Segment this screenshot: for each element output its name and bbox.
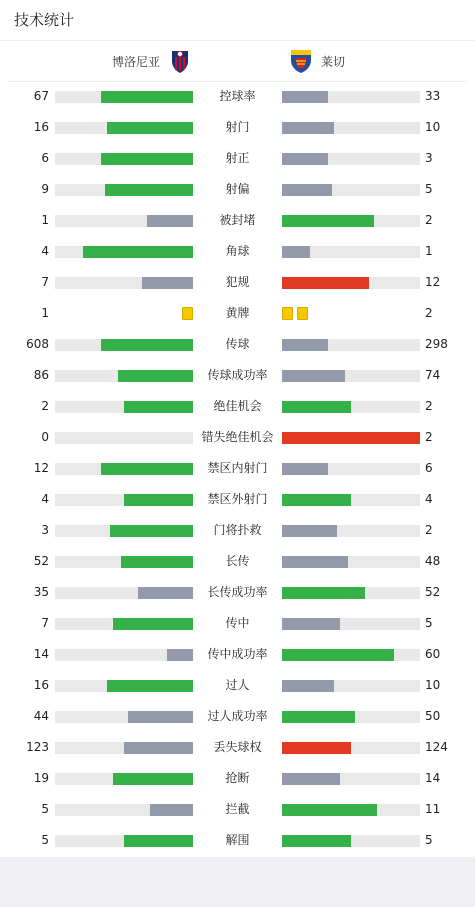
away-stat-bar-track <box>282 246 420 258</box>
away-stat-bar-track <box>282 153 420 165</box>
stat-label: 被封堵 <box>219 213 256 227</box>
away-stat-bar-fill <box>282 184 332 196</box>
yellow-card-icon <box>297 307 308 320</box>
stat-label: 角球 <box>225 244 250 258</box>
home-stat-bar-track <box>55 618 193 630</box>
home-stat-value: 52 <box>33 554 49 568</box>
stat-row <box>0 329 475 360</box>
away-stat-value: 124 <box>425 740 448 754</box>
home-stat-value: 9 <box>41 182 49 196</box>
away-stat-bar-fill <box>282 91 328 103</box>
away-stat-bar-fill <box>282 370 345 382</box>
stat-row <box>0 763 475 794</box>
away-stat-bar-track <box>282 401 420 413</box>
away-stat-bar-track <box>282 277 420 289</box>
home-stat-bar-fill <box>118 370 193 382</box>
bologna-crest-icon <box>168 48 192 74</box>
away-stat-value: 6 <box>425 461 433 475</box>
home-stat-value: 7 <box>41 616 49 630</box>
home-stat-bar-track <box>55 649 193 661</box>
away-stat-bar-fill <box>282 122 334 134</box>
stat-row <box>0 484 475 515</box>
away-stat-bar-fill <box>282 556 348 568</box>
home-stat-bar-track <box>55 556 193 568</box>
stat-row <box>0 577 475 608</box>
home-stat-bar-fill <box>124 835 193 847</box>
home-stat-bar-fill <box>101 463 193 475</box>
stat-row <box>0 422 475 453</box>
away-stat-bar-track <box>282 339 420 351</box>
away-stat-value: 50 <box>425 709 441 723</box>
away-stat-bar-track <box>282 215 420 227</box>
home-stat-bar-fill <box>101 153 193 165</box>
home-stat-bar-track <box>55 153 193 165</box>
away-stat-bar-fill <box>282 804 377 816</box>
away-stat-bar-fill <box>282 649 394 661</box>
stat-row <box>0 205 475 236</box>
home-stat-bar-fill <box>128 711 193 723</box>
away-stat-bar-fill <box>282 618 340 630</box>
stat-label: 传中成功率 <box>207 647 268 661</box>
away-team-name: 莱切 <box>321 54 346 69</box>
away-stat-bar-track <box>282 370 420 382</box>
away-stat-bar-track <box>282 91 420 103</box>
away-stat-bar-track <box>282 804 420 816</box>
away-stat-bar-fill <box>282 835 351 847</box>
away-stat-value: 12 <box>425 275 441 289</box>
away-stat-value: 33 <box>425 89 441 103</box>
away-stat-bar-fill <box>282 742 351 754</box>
home-stat-value: 1 <box>41 306 49 320</box>
stat-label: 拦截 <box>225 802 250 816</box>
away-stat-bar-fill <box>282 153 328 165</box>
away-stat-value: 1 <box>425 244 433 258</box>
yellow-card-icon <box>182 307 193 320</box>
away-stat-value: 2 <box>425 399 433 413</box>
stat-label: 过人成功率 <box>207 709 268 723</box>
stat-label: 禁区外射门 <box>207 492 268 506</box>
away-stat-bar-track <box>282 432 420 444</box>
home-stat-bar-track <box>55 587 193 599</box>
stat-label: 绝佳机会 <box>213 399 262 413</box>
home-stat-value: 608 <box>26 337 49 351</box>
stat-label: 门将扑救 <box>213 523 262 537</box>
home-stat-bar-track <box>55 494 193 506</box>
home-yellow-cards <box>182 307 193 320</box>
home-stat-bar-fill <box>105 184 193 196</box>
away-stat-value: 48 <box>425 554 441 568</box>
home-stat-value: 44 <box>33 709 49 723</box>
away-stat-bar-fill <box>282 587 365 599</box>
home-stat-bar-fill <box>138 587 193 599</box>
home-stat-bar-fill <box>121 556 193 568</box>
away-stat-value: 5 <box>425 616 433 630</box>
home-stat-bar-fill <box>142 277 193 289</box>
home-stat-value: 2 <box>41 399 49 413</box>
home-stat-value: 14 <box>33 647 49 661</box>
stat-label: 射正 <box>225 151 250 165</box>
away-stat-bar-track <box>282 680 420 692</box>
away-stat-bar-fill <box>282 525 337 537</box>
stat-label: 禁区内射门 <box>207 461 268 475</box>
away-stat-value: 52 <box>425 585 441 599</box>
away-stat-bar-track <box>282 649 420 661</box>
stat-row <box>0 701 475 732</box>
home-stat-bar-track <box>55 122 193 134</box>
stat-row <box>0 732 475 763</box>
away-stat-bar-track <box>282 494 420 506</box>
stat-row <box>0 608 475 639</box>
home-stat-value: 4 <box>41 244 49 258</box>
home-stat-bar-track <box>55 742 193 754</box>
home-stat-value: 16 <box>33 120 49 134</box>
away-stat-bar-track <box>282 742 420 754</box>
home-stat-value: 6 <box>41 151 49 165</box>
away-stat-value: 2 <box>425 430 433 444</box>
stat-label: 控球率 <box>219 89 256 103</box>
away-stat-bar-track <box>282 556 420 568</box>
away-stat-bar-track <box>282 463 420 475</box>
away-stat-value: 2 <box>425 523 433 537</box>
stat-row <box>0 360 475 391</box>
stat-label: 过人 <box>225 678 250 692</box>
home-stat-bar-fill <box>101 91 193 103</box>
home-stat-bar-fill <box>107 122 193 134</box>
stat-row <box>0 143 475 174</box>
stat-label: 解围 <box>225 833 250 847</box>
home-stat-bar-fill <box>147 215 193 227</box>
home-stat-bar-fill <box>167 649 193 661</box>
stat-row <box>0 515 475 546</box>
away-team-header[interactable] <box>289 48 345 74</box>
home-stat-value: 7 <box>41 275 49 289</box>
away-stat-bar-track <box>282 711 420 723</box>
away-stat-value: 60 <box>425 647 441 661</box>
away-stat-value: 2 <box>425 306 433 320</box>
stat-row <box>0 112 475 143</box>
away-stat-bar-fill <box>282 494 351 506</box>
away-stat-value: 3 <box>425 151 433 165</box>
away-stat-bar-fill <box>282 339 328 351</box>
home-stat-bar-track <box>55 246 193 258</box>
away-stat-bar-track <box>282 184 420 196</box>
stat-row <box>0 391 475 422</box>
home-stat-bar-fill <box>110 525 193 537</box>
away-stat-bar-track <box>282 525 420 537</box>
page-title: 技术统计 <box>14 11 75 29</box>
home-stat-value: 19 <box>33 771 49 785</box>
stat-label: 射偏 <box>225 182 250 196</box>
away-stat-bar-track <box>282 773 420 785</box>
home-stat-bar-fill <box>83 246 193 258</box>
stat-row <box>0 670 475 701</box>
title-divider <box>0 40 475 41</box>
home-stat-bar-track <box>55 835 193 847</box>
home-stat-bar-track <box>55 91 193 103</box>
stat-label: 犯规 <box>225 275 250 289</box>
home-stat-bar-fill <box>107 680 193 692</box>
away-stat-value: 10 <box>425 678 441 692</box>
home-stat-value: 16 <box>33 678 49 692</box>
stat-row <box>0 236 475 267</box>
home-team-name: 博洛尼亚 <box>111 54 160 69</box>
home-stat-bar-fill <box>101 339 193 351</box>
yellow-card-icon <box>282 307 293 320</box>
home-stat-bar-track <box>55 463 193 475</box>
home-stat-value: 4 <box>41 492 49 506</box>
stat-label: 错失绝佳机会 <box>201 430 274 444</box>
stat-label: 丢失球权 <box>213 740 262 754</box>
home-stat-bar-fill <box>124 494 193 506</box>
stats-list <box>0 81 475 856</box>
away-stat-bar-fill <box>282 432 420 444</box>
home-stat-bar-track <box>55 711 193 723</box>
away-stat-bar-track <box>282 835 420 847</box>
away-stat-bar-fill <box>282 463 328 475</box>
away-stat-value: 11 <box>425 802 441 816</box>
home-stat-bar-track <box>55 525 193 537</box>
stat-label: 射门 <box>225 120 250 134</box>
away-stat-bar-fill <box>282 246 310 258</box>
away-stat-value: 5 <box>425 833 433 847</box>
home-stat-value: 5 <box>41 802 49 816</box>
home-stat-bar-track <box>55 432 193 444</box>
away-stat-value: 14 <box>425 771 441 785</box>
away-stat-bar-track <box>282 618 420 630</box>
stat-row <box>0 794 475 825</box>
home-stat-value: 3 <box>41 523 49 537</box>
away-stat-bar-fill <box>282 215 374 227</box>
away-stat-value: 5 <box>425 182 433 196</box>
lecce-crest-icon <box>289 48 313 74</box>
away-stat-bar-fill <box>282 277 369 289</box>
home-stat-bar-fill <box>113 618 193 630</box>
away-stat-value: 74 <box>425 368 441 382</box>
home-stat-bar-fill <box>124 742 193 754</box>
stat-row <box>0 174 475 205</box>
home-stat-value: 12 <box>33 461 49 475</box>
home-stat-value: 123 <box>26 740 49 754</box>
stat-label: 传球 <box>225 337 250 351</box>
home-stat-bar-track <box>55 184 193 196</box>
away-stat-bar-fill <box>282 401 351 413</box>
stat-row <box>0 825 475 856</box>
stat-label: 长传成功率 <box>207 585 268 599</box>
home-stat-value: 1 <box>41 213 49 227</box>
stat-row <box>0 81 475 112</box>
home-stat-bar-track <box>55 773 193 785</box>
away-yellow-cards <box>282 307 308 320</box>
away-stat-bar-track <box>282 587 420 599</box>
home-stat-bar-track <box>55 401 193 413</box>
stat-row <box>0 639 475 670</box>
stat-row <box>0 546 475 577</box>
away-stat-bar-track <box>282 122 420 134</box>
stat-label: 传中 <box>225 616 250 630</box>
away-stat-value: 10 <box>425 120 441 134</box>
home-stat-bar-track <box>55 339 193 351</box>
home-stat-bar-track <box>55 277 193 289</box>
home-team-header[interactable] <box>112 48 192 74</box>
home-stat-value: 86 <box>33 368 49 382</box>
away-stat-bar-fill <box>282 680 334 692</box>
away-stat-value: 2 <box>425 213 433 227</box>
away-stat-bar-fill <box>282 711 355 723</box>
home-stat-bar-track <box>55 370 193 382</box>
away-stat-bar-fill <box>282 773 340 785</box>
home-stat-value: 35 <box>33 585 49 599</box>
home-stat-bar-fill <box>124 401 193 413</box>
home-stat-bar-fill <box>113 773 193 785</box>
home-stat-bar-track <box>55 680 193 692</box>
stat-label: 抢断 <box>225 771 250 785</box>
home-stat-value: 5 <box>41 833 49 847</box>
stat-label: 黄牌 <box>225 306 250 320</box>
away-stat-value: 4 <box>425 492 433 506</box>
stat-row <box>0 298 475 329</box>
home-stat-value: 0 <box>41 430 49 444</box>
home-stat-value: 67 <box>33 89 49 103</box>
home-stat-bar-track <box>55 804 193 816</box>
home-stat-bar-track <box>55 215 193 227</box>
home-stat-bar-fill <box>150 804 193 816</box>
stat-row <box>0 453 475 484</box>
stat-row <box>0 267 475 298</box>
stat-label: 长传 <box>225 554 250 568</box>
away-stat-value: 298 <box>425 337 448 351</box>
stat-label: 传球成功率 <box>207 368 268 382</box>
